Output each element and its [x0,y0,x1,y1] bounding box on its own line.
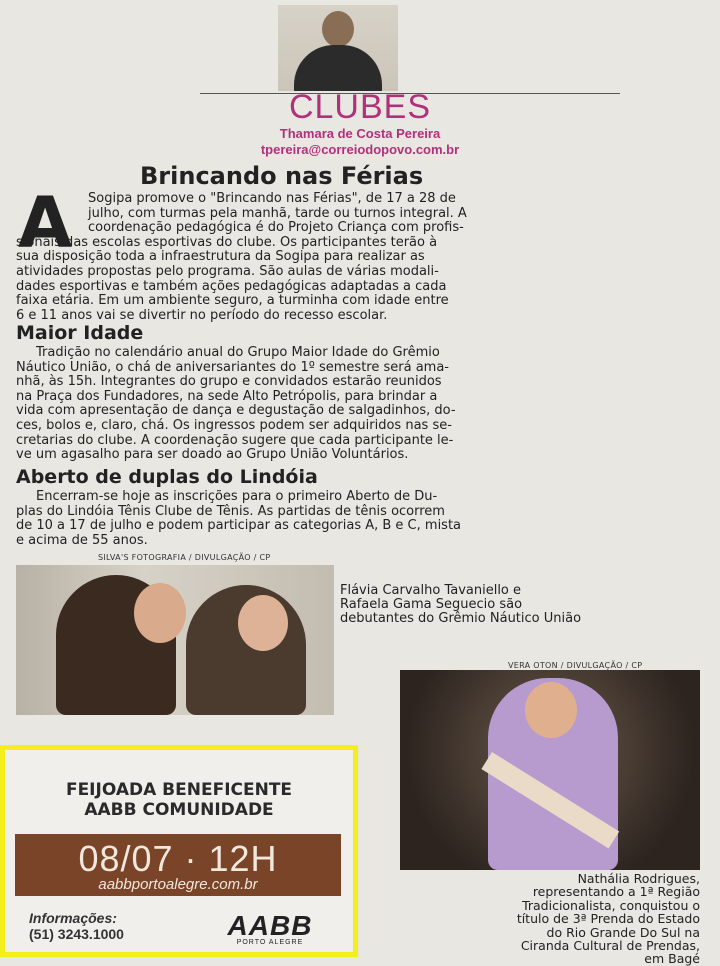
ad-date-band [15,834,341,896]
feijoada-ad [0,745,358,957]
caption-line: debutantes do Grêmio Náutico União [340,611,582,626]
text-line: plas do Lindóia Tênis Clube de Tênis. As partidas de tênis ocorrem [16,503,445,519]
author-photo-body [294,45,382,91]
text-line: sua disposição toda a infraestrutura da Sogipa para realizar as [16,249,425,265]
author-email: tpereira@correiodopovo.com.br [260,142,460,157]
face-shape [134,583,186,643]
ad-date-time: 08/07 · 12H [78,838,278,879]
article-intro [16,182,686,323]
text-line: vida com apresentação de dança e degustação de salgadinhos, do- [16,403,456,419]
photo-credit: VERA OTON / DIVULGAÇÃO / CP [508,661,643,670]
caption-line: título de 3ª Prenda do Estado [516,911,700,927]
aabb-logo-text: AABB [227,910,313,941]
text-line: Sogipa promove o "Brincando nas Férias", de 17 a 28 de [88,191,456,206]
text-line: atividades propostas pelo programa. São aulas de várias modali- [16,263,439,279]
author-name: Thamara de Costa Pereira [279,126,441,141]
photo-caption [340,584,710,626]
text-line: Náutico União, o chá de aniversariantes do 1º semestre será ama- [16,359,449,375]
text-line: cretarias do clube. A coordenação sugere que cada participante le- [16,432,454,448]
caption-line: em Bagé [644,951,700,966]
face-shape [238,595,288,651]
text-line: na Praça dos Fundadores, na sede Alto Petrópolis, para brindar a [16,388,438,404]
author-photo-head [322,11,354,47]
caption-line: Tradicionalista, conquistou o [522,897,700,913]
caption-line: Nathália Rodrigues, [577,871,700,886]
photo-caption [400,872,700,966]
text-line: ve um agasalho para ser doado ao Grupo União Voluntários. [16,447,409,463]
debutantes-photo [16,565,334,715]
text-line: Encerram-se hoje as inscrições para o primeiro Aberto de Du- [36,489,438,504]
author-photo [278,5,398,91]
ad-phone: (51) 3243.1000 [29,926,124,942]
drop-cap: A [18,182,73,264]
text-line: de 10 a 17 de julho e podem participar as categorias A, B e C, mista [16,518,462,534]
caption-line: do Rio Grande Do Sul na [546,924,700,940]
text-line: julho, com turmas pela manhã, tarde ou turnos integral. A [88,205,467,221]
prenda-photo [400,670,700,870]
text-line: coordenação pedagógica é do Projeto Criança com profis- [88,220,464,236]
text-line: 6 e 11 anos vai se divertir no período do recesso escolar. [16,307,388,323]
ad-url: aabbportoalegre.com.br [98,876,258,893]
section-title: CLUBES [288,88,432,126]
text-line: nhã, às 15h. Integrantes do grupo e convidados estarão reunidos [16,374,442,390]
aabb-logo [205,910,335,946]
text-line: dades esportivas e também ações pedagógicas adaptadas a cada [16,278,447,294]
face-shape [525,682,577,738]
aabb-logo-sub: PORTO ALEGRE [236,939,304,946]
caption-line: representando a 1ª Região [532,884,700,900]
article-headline: Brincando nas Férias [140,162,424,190]
ad-info-label: Informações: [29,910,117,926]
caption-line: Ciranda Cultural de Prendas, [520,938,700,954]
subheading-aberto: Aberto de duplas do Lindóia [16,466,318,488]
text-line: e acima de 55 anos. [16,532,148,548]
text-line: faixa etária. Em um ambiente seguro, a turminha com idade entre [16,293,449,309]
text-line: Tradição no calendário anual do Grupo Maior Idade do Grêmio [36,345,440,360]
ad-title: FEIJOADA BENEFICENTE [65,780,293,800]
text-line: sionais das escolas esportivas do clube. Os participantes terão à [16,234,438,250]
subheading-maior-idade: Maior Idade [16,322,144,344]
caption-line: Rafaela Gama Seguecio são [340,597,523,612]
ad-subtitle: AABB COMUNIDADE [84,800,274,820]
text-line: ces, bolos e, claro, chá. Os ingressos podem ser adquiridos nas se- [16,417,452,433]
caption-line: Flávia Carvalho Tavaniello e [340,583,522,598]
photo-credit: SILVA'S FOTOGRAFIA / DIVULGAÇÃO / CP [98,553,271,562]
maior-idade-text [16,346,686,463]
aberto-text [16,490,686,548]
